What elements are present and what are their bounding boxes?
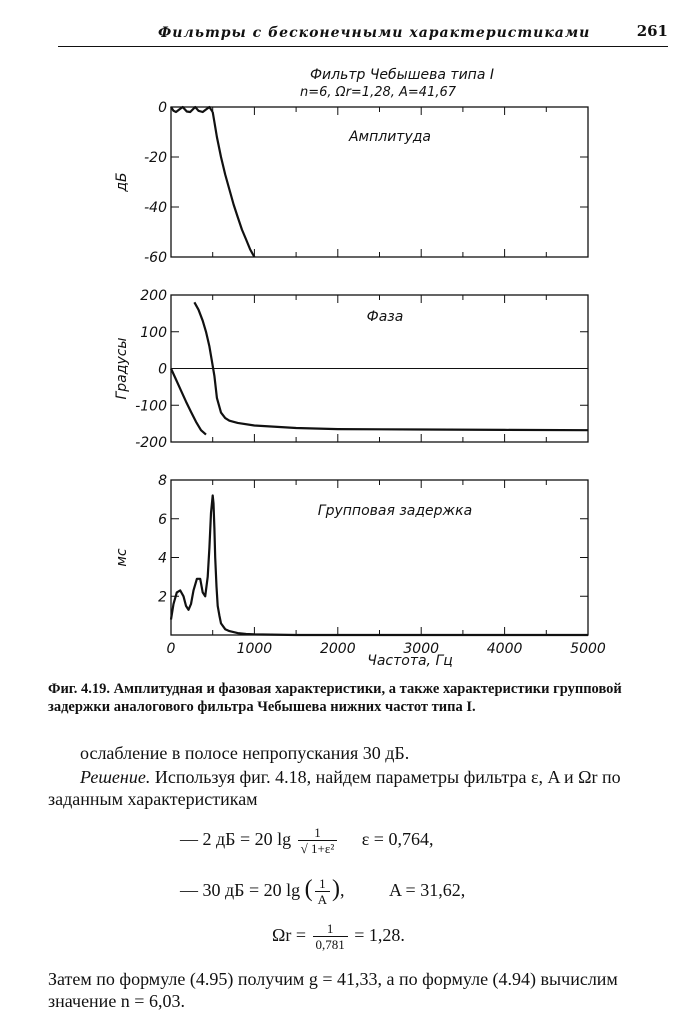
series-line	[171, 107, 213, 112]
y-tick-label: 200	[140, 288, 167, 304]
figure-title-2: n=6, Ωr=1,28, A=41,67	[299, 85, 457, 100]
y-tick-label: -200	[135, 435, 167, 451]
figure-4-19	[0, 55, 700, 675]
x-tick-label: 1000	[236, 641, 273, 657]
y-axis-label: мс	[114, 548, 130, 567]
x-tick-label: 0	[166, 641, 176, 657]
x-tick-label: 5000	[570, 641, 606, 657]
y-tick-label: 0	[158, 361, 167, 378]
y-tick-label: 6	[158, 511, 167, 528]
equation-3: Ωr = $\frac{1}{0,781}$ = 1,28.	[272, 921, 405, 952]
running-title: Фильтры с бесконечными характеристиками	[158, 25, 591, 41]
paragraph-1: ослабление в полосе непропускания 30 дБ.	[80, 743, 410, 763]
panel-title: Групповая задержка	[317, 503, 473, 519]
y-tick-label: -20	[144, 150, 167, 166]
equation-1: — 2 дБ = 20 lg $\frac{1}{\text{√ 1+ε²}}$ ε = 0,764,	[180, 825, 434, 856]
y-tick-label: -40	[144, 200, 167, 216]
solution-text: Используя фиг. 4.18, найдем параметры фильтра ε, A и Ωr по заданным характеристикам	[48, 767, 621, 809]
figure-title-1: Фильтр Чебышева типа I	[309, 67, 495, 83]
y-tick-label: 2	[158, 589, 167, 606]
y-tick-label: 4	[158, 550, 167, 567]
paragraph-3: Затем по формуле (4.95) получим g = 41,33, а по формуле (4.94) вычислим значение n = 6,03.	[48, 969, 618, 1011]
chart-panel	[114, 100, 588, 266]
panel-title: Фаза	[366, 309, 404, 325]
caption-number: Фиг. 4.19.	[48, 681, 111, 697]
y-axis-label: Градусы	[114, 337, 130, 400]
y-tick-label: -100	[135, 398, 167, 415]
series-line	[213, 112, 255, 257]
caption-text: Амплитудная и фазовая характеристики, а также характеристики групповой задержки аналогового фильтра Чебышева нижних частот типа I.	[48, 681, 622, 715]
x-tick-label: 2000	[319, 641, 356, 657]
y-axis-label: дБ	[114, 172, 130, 192]
x-tick-label: 4000	[486, 641, 523, 657]
y-tick-label: 8	[158, 473, 167, 489]
page-number: 261	[636, 22, 668, 40]
equation-2: — 30 дБ = 20 lg ( $\frac{1}{A}$ ), A = 31,62,	[180, 875, 466, 907]
y-tick-label: 100	[140, 324, 167, 341]
series-line	[171, 369, 206, 435]
panel-title: Амплитуда	[348, 129, 432, 145]
figure-caption	[48, 680, 668, 716]
paragraph-2	[48, 766, 668, 810]
y-tick-label: -60	[144, 250, 167, 266]
chart-panel	[114, 473, 606, 657]
x-axis-label: Частота, Гц	[367, 653, 453, 669]
x-tick-label: 3000	[403, 641, 440, 657]
solution-label: Решение.	[80, 767, 151, 787]
chart-panel	[114, 288, 588, 451]
page-header	[58, 22, 668, 47]
y-tick-label: 0	[158, 100, 167, 116]
